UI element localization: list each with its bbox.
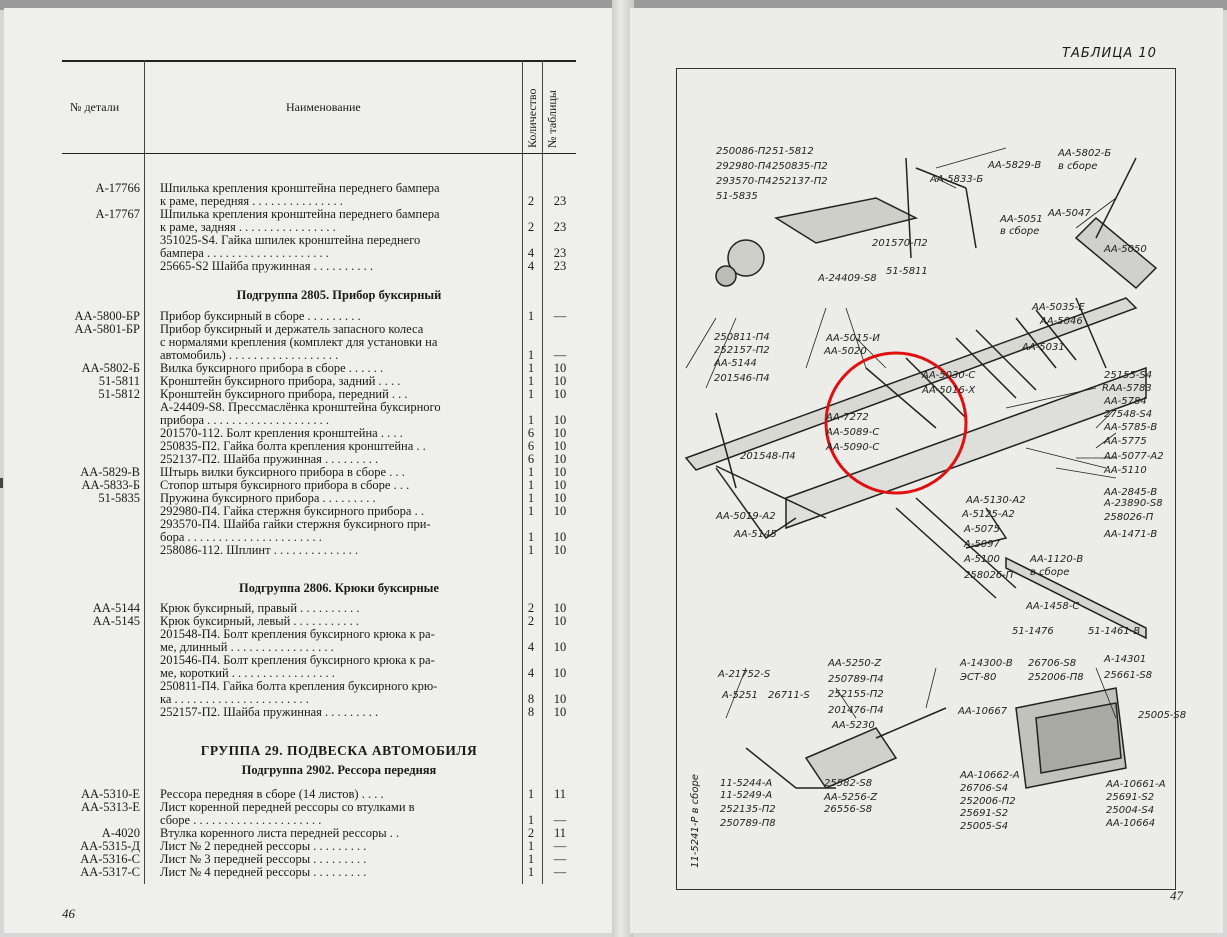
table-number: 10 [553, 692, 567, 706]
callout-label: 25691-S2 [960, 808, 1009, 819]
callout-label: 25582-S8 [824, 778, 873, 789]
quantity: 4 [527, 666, 535, 680]
part-number: А-17767 [95, 207, 140, 221]
callout-label: АА-1458-С [1026, 601, 1080, 612]
page-number-left: 46 [62, 906, 75, 921]
table-row [62, 505, 576, 518]
part-name: 201570-112. Болт крепления кронштейна . . . . [160, 427, 403, 440]
table-row [62, 234, 576, 247]
part-name: Шпилька крепления кронштейна переднего бампера [160, 182, 440, 195]
callout-label: 51-5812 [772, 146, 814, 157]
table-number: 23 [553, 220, 567, 234]
quantity: 1 [527, 374, 535, 388]
quantity: 1 [527, 865, 535, 879]
part-name: Втулка коренного листа передней рессоры . . [160, 827, 400, 840]
part-name: к раме, передняя . . . . . . . . . . . . . . . [160, 195, 343, 208]
callout-label: ЭСТ-80 [960, 672, 997, 683]
table-number: 10 [553, 387, 567, 401]
table-number: 10 [553, 413, 567, 427]
part-number: А-17766 [95, 181, 140, 195]
quantity: 1 [527, 361, 535, 375]
callout-label: А-5100 [964, 554, 1000, 565]
callout-label: 252135-П2 [720, 804, 776, 815]
part-name: автомобиль) . . . . . . . . . . . . . . . . . . [160, 349, 339, 362]
callout-label: 11-5249-А [720, 790, 773, 801]
callout-label: 25005-S4 [960, 821, 1009, 832]
part-name: к раме, задняя . . . . . . . . . . . . . . . . [160, 221, 336, 234]
part-number: АА-5801-БР [74, 322, 140, 336]
part-name: ме, короткий . . . . . . . . . . . . . . . . . [160, 667, 335, 680]
header-name: Наименование [286, 100, 361, 114]
part-name: Крюк буксирный, правый . . . . . . . . . . [160, 602, 360, 615]
callout-label: 250086-П2 [716, 146, 772, 157]
callout-label: АА-2845-В [1104, 487, 1158, 498]
part-name: 201548-П4. Болт крепления буксирного крюка к ра- [160, 628, 435, 641]
table-title: ТАБЛИЦА 10 [1062, 46, 1157, 61]
table-row [62, 208, 576, 221]
callout-label: 201548-П4 [740, 451, 796, 462]
part-name: Рессора передняя в сборе (14 листов) . . . . [160, 788, 384, 801]
part-name: 351025-S4. Гайка шпилек кронштейна переднего [160, 234, 421, 247]
left-edge-marker [0, 478, 3, 488]
part-number: 51-5811 [98, 374, 140, 388]
table-number: 23 [553, 246, 567, 260]
table-row [62, 641, 576, 654]
callout-label: АА-5110 [1104, 465, 1147, 476]
callout-label: АА-5144 [714, 358, 757, 369]
part-name: А-24409-S8. Прессмаслёнка кронштейна буксирного [160, 401, 441, 414]
part-name: Стопор штыря буксирного прибора в сборе . . . [160, 479, 410, 492]
part-number: АА-5317-С [80, 865, 140, 879]
callout-label: А-14300-В [960, 658, 1013, 669]
callout-label: 51-1461-В [1088, 626, 1141, 637]
quantity: 1 [527, 504, 535, 518]
header-bottom-rule [62, 153, 576, 154]
part-name: ка . . . . . . . . . . . . . . . . . . . . . . [160, 693, 309, 706]
table-number: 10 [553, 465, 567, 479]
callout-label: 201570-П2 [872, 238, 928, 249]
table-row [62, 323, 576, 336]
quantity: 4 [527, 259, 535, 273]
table-number: 23 [553, 194, 567, 208]
callout-label: 26706-S4 [960, 783, 1009, 794]
quantity: 1 [527, 478, 535, 492]
callout-label: 250835-П2 [772, 161, 828, 172]
quantity: 2 [527, 220, 535, 234]
part-number: 51-5812 [98, 387, 140, 401]
table-number: — [553, 839, 567, 853]
callout-label: АА-10664 [1106, 818, 1156, 829]
quantity: 1 [527, 491, 535, 505]
callout-label: 250811-П4 [714, 332, 770, 343]
part-number: АА-5145 [92, 614, 140, 628]
callout-label: АА-5250-Z [828, 658, 882, 669]
table-row [62, 615, 576, 628]
table-row [62, 247, 576, 260]
table-number: 10 [553, 640, 567, 654]
quantity: 4 [527, 246, 535, 260]
part-name: Лист № 2 передней рессоры . . . . . . . . . [160, 840, 367, 853]
callout-label: АА-5784 [1104, 396, 1147, 407]
callout-label: в сборе [1058, 161, 1098, 172]
table-row [62, 221, 576, 234]
callout-label: 27548-S4 [1104, 409, 1153, 420]
part-number: АА-5829-В [80, 465, 140, 479]
table-number: 10 [553, 478, 567, 492]
part-name: Лист коренной передней рессоры со втулками в [160, 801, 415, 814]
table-row [62, 680, 576, 693]
callout-label: 258026-П [964, 570, 1014, 581]
part-name: Пружина буксирного прибора . . . . . . . . . [160, 492, 376, 505]
part-name: 252137-П2. Шайба пружинная . . . . . . . . . [160, 453, 379, 466]
part-name: Прибор буксирный и держатель запасного колеса [160, 323, 424, 336]
part-number: АА-5310-Е [80, 787, 140, 801]
part-name: Шпилька крепления кронштейна переднего бампера [160, 208, 440, 221]
table-number: 23 [553, 259, 567, 273]
quantity: 1 [527, 465, 535, 479]
table-number: 10 [553, 361, 567, 375]
part-name: Прибор буксирный в сборе . . . . . . . . . [160, 310, 361, 323]
callout-label: А-5075 [964, 524, 1000, 535]
part-name: с нормалями крепления (комплект для установки на [160, 336, 438, 349]
part-name: ме, длинный . . . . . . . . . . . . . . . . . [160, 641, 334, 654]
callout-label: АА-5833-Б [930, 174, 984, 185]
callout-label: А-23890-S8 [1104, 498, 1163, 509]
quantity: 6 [527, 452, 535, 466]
part-name: бампера . . . . . . . . . . . . . . . . . . . . [160, 247, 329, 260]
table-number: 11 [553, 787, 567, 801]
part-name: Штырь вилки буксирного прибора в сборе . . . [160, 466, 405, 479]
table-number: 10 [553, 705, 567, 719]
callout-label: А-5097 [964, 539, 1000, 550]
callout-label: 252006-П8 [1028, 672, 1084, 683]
vertical-assembly-label: 11-5241-Р в сборе [690, 774, 701, 868]
table-row [62, 440, 576, 453]
callout-label: АА-5775 [1104, 436, 1147, 447]
callout-label: 252006-П2 [960, 796, 1016, 807]
callout-label: 25004-S4 [1106, 805, 1155, 816]
table-number: 10 [553, 504, 567, 518]
callout-label: в сборе [1030, 567, 1070, 578]
table-number: 10 [553, 374, 567, 388]
quantity: 1 [527, 413, 535, 427]
table-row [62, 427, 576, 440]
table-number: 11 [553, 826, 567, 840]
header-quantity: Количество [525, 88, 539, 148]
table-row [62, 628, 576, 641]
part-number: АА-5315-Д [80, 839, 140, 853]
table-number: 10 [553, 426, 567, 440]
callout-label: АА-1471-В [1104, 529, 1158, 540]
table-row [62, 336, 576, 349]
subgroup-2902-heading: Подгруппа 2902. Рессора передняя [241, 763, 437, 777]
callout-label: 25005-S8 [1138, 710, 1187, 721]
table-row [62, 414, 576, 427]
table-number: — [553, 348, 567, 362]
part-number: АА-5316-С [80, 852, 140, 866]
callout-label: А-14301 [1104, 654, 1147, 665]
callout-label: АА-5077-А2 [1104, 451, 1164, 462]
table-row [62, 492, 576, 505]
quantity: 2 [527, 614, 535, 628]
callout-label: АА-7272 [826, 412, 869, 423]
callout-label: АА-5047 [1048, 208, 1091, 219]
callout-label: АА-5829-В [988, 160, 1042, 171]
callout-label: АА-5785-В [1104, 422, 1158, 433]
header-part-number: № детали [70, 100, 120, 114]
subgroup-2806-heading: Подгруппа 2806. Крюки буксирные [239, 581, 439, 595]
table-number: 10 [553, 614, 567, 628]
callout-label: 25691-S2 [1106, 792, 1155, 803]
table-number: — [553, 309, 567, 323]
quantity: 1 [527, 839, 535, 853]
callout-label: 51-5835 [716, 191, 758, 202]
callout-label: 51-1476 [1012, 626, 1054, 637]
table-row [62, 388, 576, 401]
part-number: АА-5802-Б [81, 361, 140, 375]
callout-label: 25661-S8 [1104, 670, 1153, 681]
table-row [62, 260, 576, 273]
callout-label: А-24409-S8 [818, 273, 877, 284]
part-name: прибора . . . . . . . . . . . . . . . . . . . . [160, 414, 330, 427]
table-number: 10 [553, 530, 567, 544]
table-number: 10 [553, 543, 567, 557]
callout-label: АА-5020 [824, 346, 867, 357]
right-page [630, 8, 1223, 933]
quantity: 8 [527, 705, 535, 719]
part-number: АА-5313-Е [80, 800, 140, 814]
part-name: 293570-П4. Шайба гайки стержня буксирного при- [160, 518, 431, 531]
part-name: Крюк буксирный, левый . . . . . . . . . . . [160, 615, 360, 628]
header-table-number: № таблицы [545, 90, 559, 148]
callout-label: 201476-П4 [828, 705, 884, 716]
callout-label: в сборе [1000, 226, 1040, 237]
part-name: Вилка буксирного прибора в сборе . . . . . . [160, 362, 384, 375]
part-name: Кронштейн буксирного прибора, передний . . . [160, 388, 408, 401]
callout-label: АА-1120-В [1030, 554, 1084, 565]
callout-label: 26711-S [768, 690, 810, 701]
tow-hook-left [716, 468, 796, 538]
callout-label: 51-5811 [886, 266, 928, 277]
callout-label: АА-5046 [1040, 316, 1083, 327]
callout-label: АА-5015-И [826, 333, 880, 344]
quantity: 6 [527, 439, 535, 453]
part-name: бора . . . . . . . . . . . . . . . . . . . . . . [160, 531, 322, 544]
callout-label: АА-5016-Х [922, 385, 976, 396]
callout-label: АА-5035-Е [1032, 302, 1085, 313]
table-number: 10 [553, 452, 567, 466]
part-number: АА-5833-Б [81, 478, 140, 492]
table-row [62, 667, 576, 680]
part-name: 201546-П4. Болт крепления буксирного крюка к ра- [160, 654, 435, 667]
callout-label: 292980-П4 [716, 161, 772, 172]
part-name: 252157-П2. Шайба пружинная . . . . . . . . . [160, 706, 379, 719]
table-row [62, 654, 576, 667]
part-number: АА-5800-БР [74, 309, 140, 323]
callout-label: 26556-S8 [824, 804, 873, 815]
table-row [62, 693, 576, 706]
table-number: — [553, 865, 567, 879]
group-29-heading: ГРУППА 29. ПОДВЕСКА АВТОМОБИЛЯ [200, 743, 478, 758]
callout-label: 250789-П8 [720, 818, 776, 829]
table-number: — [553, 852, 567, 866]
callout-label: А-5251 [722, 690, 758, 701]
part-name: Кронштейн буксирного прибора, задний . . . . [160, 375, 401, 388]
callout-label: АА-5145 [734, 529, 777, 540]
table-number: — [553, 813, 567, 827]
towing-nut [716, 266, 736, 286]
left-page [4, 8, 616, 933]
table-row [62, 544, 576, 557]
quantity: 2 [527, 826, 535, 840]
table-number: 10 [553, 666, 567, 680]
part-name: 250835-П2. Гайка болта крепления кронштейна . . [160, 440, 426, 453]
callout-label: АА-10661-А [1106, 779, 1166, 790]
callout-label: АА-5130-А2 [966, 495, 1026, 506]
table-row [62, 531, 576, 544]
table-top-rule [62, 60, 576, 62]
quantity: 1 [527, 813, 535, 827]
callout-label: 252155-П2 [828, 689, 884, 700]
callout-label: АА-10662-А [960, 770, 1020, 781]
callout-label: АА-5031 [1022, 342, 1065, 353]
callout-label: АА-10667 [958, 706, 1008, 717]
quantity: 1 [527, 852, 535, 866]
callout-label: 26706-S8 [1028, 658, 1077, 669]
callout-label: 201546-П4 [714, 373, 770, 384]
callout-label: 11-5244-А [720, 778, 773, 789]
part-number: А-4020 [101, 826, 140, 840]
table-number: 10 [553, 491, 567, 505]
table-number: 10 [553, 601, 567, 615]
quantity: 6 [527, 426, 535, 440]
table-row [62, 706, 576, 719]
quantity: 8 [527, 692, 535, 706]
quantity: 1 [527, 787, 535, 801]
callout-label: 293570-П4 [716, 176, 772, 187]
part-name: сборе . . . . . . . . . . . . . . . . . . . . . [160, 814, 322, 827]
towing-device-body [776, 198, 916, 243]
quantity: 2 [527, 194, 535, 208]
callout-label: АА-5090-С [826, 442, 880, 453]
callout-label: 25155-S4 [1104, 370, 1153, 381]
part-name: 25665-S2 Шайба пружинная . . . . . . . . . . [160, 260, 373, 273]
part-number: 51-5835 [98, 491, 140, 505]
table-row [62, 401, 576, 414]
quantity: 2 [527, 601, 535, 615]
quantity: 1 [527, 387, 535, 401]
table-row [62, 866, 576, 879]
callout-label: АА-5051 [1000, 214, 1043, 225]
callout-label: 252137-П2 [772, 176, 828, 187]
callout-label: АА-5019-А2 [716, 511, 776, 522]
callout-label: АА-5030-С [922, 370, 976, 381]
callout-label: 252157-П2 [714, 345, 770, 356]
callout-label: А-21752-S [718, 669, 771, 680]
callout-label: АА-5256-Z [824, 792, 878, 803]
part-name: 258086-112. Шплинт . . . . . . . . . . . . . . [160, 544, 359, 557]
callout-label: RАА-5783 [1102, 383, 1152, 394]
part-name: 250811-П4. Гайка болта крепления буксирного крю- [160, 680, 438, 693]
part-name: Лист № 3 передней рессоры . . . . . . . . . [160, 853, 367, 866]
table-row [62, 182, 576, 195]
callout-label: АА-5089-С [826, 427, 880, 438]
subgroup-2805-heading: Подгруппа 2805. Прибор буксирный [236, 288, 442, 302]
callout-label: А-5125-А2 [962, 509, 1015, 520]
callout-label: АА-5802-Б [1058, 148, 1112, 159]
callout-label: 250789-П4 [828, 674, 884, 685]
table-row [62, 801, 576, 814]
quantity: 1 [527, 530, 535, 544]
callout-label: АА-5050 [1104, 244, 1147, 255]
callout-label: АА-5230 [832, 720, 875, 731]
page-number-right: 47 [1170, 888, 1183, 903]
part-name: Лист № 4 передней рессоры . . . . . . . . . [160, 866, 367, 879]
quantity: 1 [527, 309, 535, 323]
table-number: 10 [553, 439, 567, 453]
quantity: 1 [527, 543, 535, 557]
part-number: АА-5144 [92, 601, 140, 615]
part-name: 292980-П4. Гайка стержня буксирного прибора . . [160, 505, 424, 518]
table-row [62, 518, 576, 531]
quantity: 1 [527, 348, 535, 362]
tail-pipe [876, 708, 946, 738]
quantity: 4 [527, 640, 535, 654]
callout-label: 258026-П [1104, 512, 1154, 523]
